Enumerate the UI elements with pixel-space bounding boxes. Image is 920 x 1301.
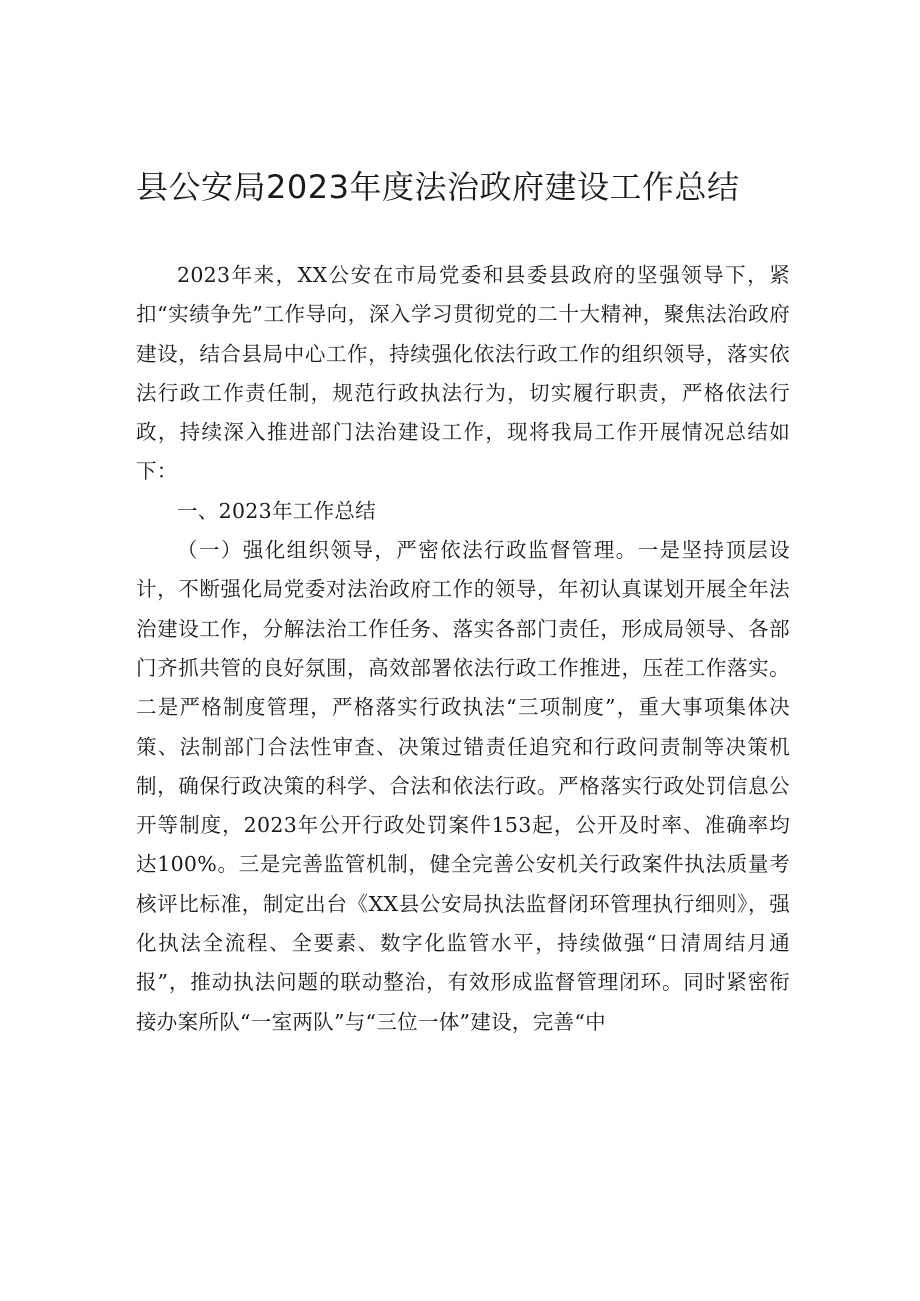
section-paragraph: （一）强化组织领导，严密依法行政监督管理。一是坚持顶层设计，不断强化局党委对法治政府工作的领导，年初认真谋划开展全年法治建设工作，分解法治工作任务、落实各部门责任，形成局领导、各部门齐抓共管的良好氛围，高效部署依法行政工作推进，压茬工作落实。二是严格制度管理，严格落实行政执法“三项制度”，重大事项集体决策、法制部门合法性审查、决策过错责任追究和行政问责制等决策机制，确保行政决策的科学、合法和依法行政。严格落实行政处罚信息公开等制度，2023年公开行政处罚案件153起，公开及时率、准确率均达100%。三是完善监管机制，健全完善公安机关行政案件执法质量考核评比标准，制定出台《XX县公安局执法监督闭环管理执行细则》，强化执法全流程、全要素、数字化监管水平，持续做强“日清周结月通报”，推动执法问题的联动整治，有效形成监督管理闭环。同时紧密衔接办案所队“一室两队”与“三位一体”建设，完善“中 xyxy=(136,538,790,1034)
document-title: 县公安局2023年度法治政府建设工作总结 xyxy=(136,168,740,206)
document-body xyxy=(136,256,790,1042)
section-heading: 一、2023年工作总结 xyxy=(177,498,376,523)
intro-paragraph: 2023年来，XX公安在市局党委和县委县政府的坚强领导下，紧扣“实绩争先”工作导向，深入学习贯彻党的二十大精神，聚焦法治政府建设，结合县局中心工作，持续强化依法行政工作的组织领导，落实依法行政工作责任制，规范行政执法行为，切实履行职责，严格依法行政，持续深入推进部门法治建设工作，现将我局工作开展情况总结如下： xyxy=(136,263,790,484)
